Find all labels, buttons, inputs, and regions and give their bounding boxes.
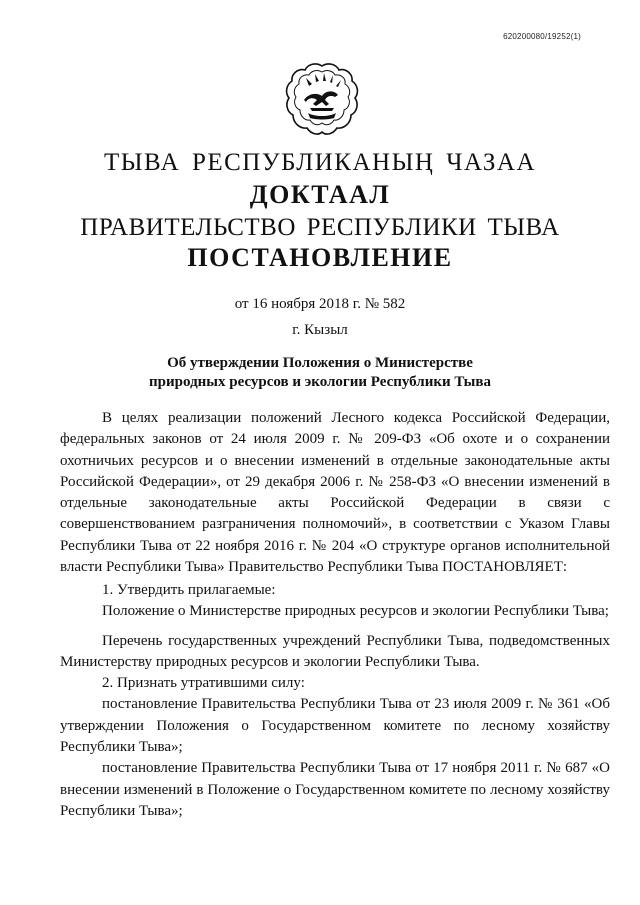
resolution-items xyxy=(60,580,610,822)
document-title xyxy=(0,354,640,392)
item-1-regulation: Положение о Министерстве природных ресурсов и экологии Республики Тыва; xyxy=(102,603,609,620)
document-number: 620200080/19252(1) xyxy=(503,32,581,41)
document-body xyxy=(60,408,610,578)
document-date: от 16 ноября 2018 г. № 582 xyxy=(234,296,406,312)
item-1-list: Перечень государственных учреждений Республики Тыва, подведомственных Министерству природных ресурсов и экологии Республики Тыва. xyxy=(60,632,610,670)
government-name-russian: ПРАВИТЕЛЬСТВО РЕСПУБЛИКИ ТЫВА xyxy=(80,214,560,241)
item-1-heading: 1. Утвердить прилагаемые: xyxy=(102,582,276,598)
government-name-tuvan: ТЫВА РЕСПУБЛИКАНЫҢ ЧАЗАА xyxy=(103,149,537,176)
item-2-repeal-2: постановление Правительства Республики Тыва от 17 ноября 2011 г. № 687 «О внесении изменений в Положение о Государственном комитете по лесному хозяйству Республики Тыва»; xyxy=(60,760,610,819)
item-2-repeal-1: постановление Правительства Республики Тыва от 23 июля 2009 г. № 361 «Об утверждении Положения о Государственном комитете по лесному хозяйству Республики Тыва»; xyxy=(60,696,610,756)
preamble-paragraph: В целях реализации положений Лесного кодекса Российской Федерации, федеральных законов от 24 июля 2009 г. № 209-ФЗ «Об охоте и о сохранении охотничьих ресурсов и о внесении изменений в отдельные законодательные акты Российской Федерации», от 29 декабря 2006 г. № 258-ФЗ «О внесении изменений в отдельные законодательные акты Российской Федерации в связи с совершенствованием разграничения полномочий», в соответствии с Указом Главы Республики Тыва от 22 ноября 2016 г. № 204 «О структуре органов исполнительной власти Республики Тыва» Правительство Республики Тыва ПОСТАНОВЛЯЕТ: xyxy=(60,410,610,576)
tuva-coat-of-arms-icon xyxy=(282,60,362,138)
document-city: г. Кызыл xyxy=(292,322,348,338)
document-type-russian: ПОСТАНОВЛЕНИЕ xyxy=(187,243,453,272)
document-title-line-1: Об утверждении Положения о Министерстве xyxy=(167,355,473,371)
document-title-line-2: природных ресурсов и экологии Республики Тыва xyxy=(149,374,491,390)
document-type-tuvan: ДОКТААЛ xyxy=(249,180,391,209)
item-2-heading: 2. Признать утратившими силу: xyxy=(102,675,305,692)
